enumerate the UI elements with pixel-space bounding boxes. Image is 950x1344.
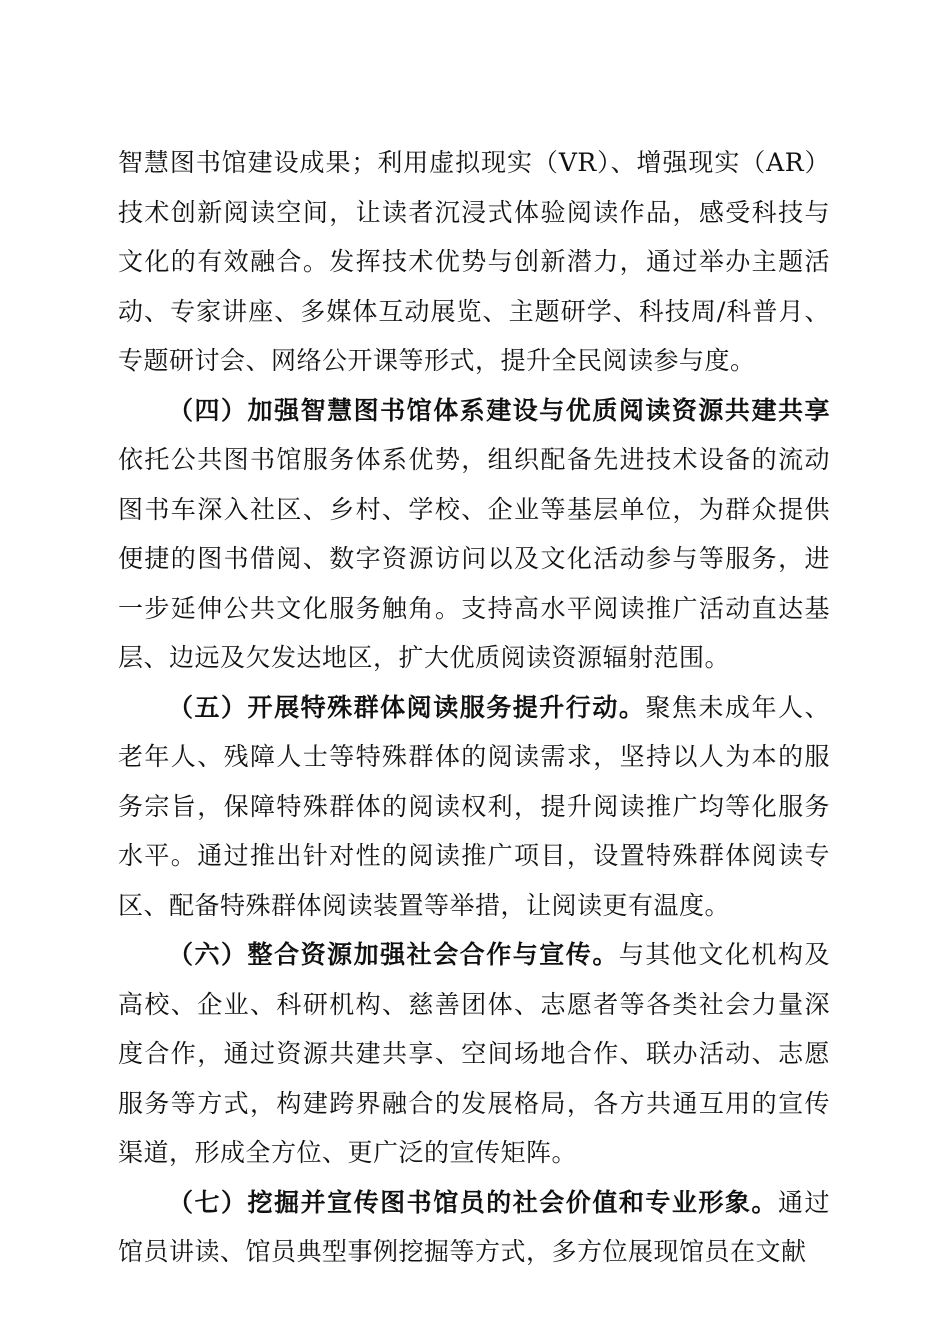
section-heading: （四）加强智慧图书馆体系建设与优质阅读资源共建共享 bbox=[168, 395, 830, 425]
paragraph-body: 智慧图书馆建设成果；利用虚拟现实（VR）、增强现实（AR）技术创新阅读空间，让读者沉浸式体验阅读作品，感受科技与文化的有效融合。发挥技术优势与创新潜力，通过举办主题活动、专家讲座、多媒体互动展览、主题研学、科技周/科普月、专题研讨会、网络公开课等形式，提升全民阅读参与度。 bbox=[118, 148, 830, 375]
section-heading: （五）开展特殊群体阅读服务提升行动。 bbox=[168, 692, 646, 722]
paragraph-body: 依托公共图书馆服务体系优势，组织配备先进技术设备的流动图书车深入社区、乡村、学校、企业等基层单位，为群众提供便捷的图书借阅、数字资源访问以及文化活动参与等服务，进一步延伸公共文化服务触角。支持高水平阅读推广活动直达基层、边远及欠发达地区，扩大优质阅读资源辐射范围。 bbox=[118, 445, 830, 672]
paragraph-section-5 bbox=[118, 683, 830, 931]
paragraph-continuation bbox=[118, 138, 830, 386]
paragraph-section-4 bbox=[118, 386, 830, 683]
section-heading: （七）挖掘并宣传图书馆员的社会价值和专业形象。 bbox=[168, 1187, 778, 1217]
paragraph-section-6 bbox=[118, 930, 830, 1178]
document-body bbox=[118, 138, 830, 1277]
paragraph-body: 通过馆员讲读、馆员典型事例挖掘等方式，多方位展现馆员在文献 bbox=[118, 1187, 830, 1266]
section-heading: （六）整合资源加强社会合作与宣传。 bbox=[168, 940, 619, 969]
paragraph-body: 与其他文化机构及高校、企业、科研机构、慈善团体、志愿者等各类社会力量深度合作，通过资源共建共享、空间场地合作、联办活动、志愿服务等方式，构建跨界融合的发展格局，各方共通互用的宣传渠道，形成全方位、更广泛的宣传矩阵。 bbox=[118, 940, 830, 1167]
paragraph-section-7 bbox=[118, 1178, 830, 1277]
paragraph-body: 聚焦未成年人、老年人、残障人士等特殊群体的阅读需求，坚持以人为本的服务宗旨，保障特殊群体的阅读权利，提升阅读推广均等化服务水平。通过推出针对性的阅读推广项目，设置特殊群体阅读专区、配备特殊群体阅读装置等举措，让阅读更有温度。 bbox=[118, 692, 830, 920]
